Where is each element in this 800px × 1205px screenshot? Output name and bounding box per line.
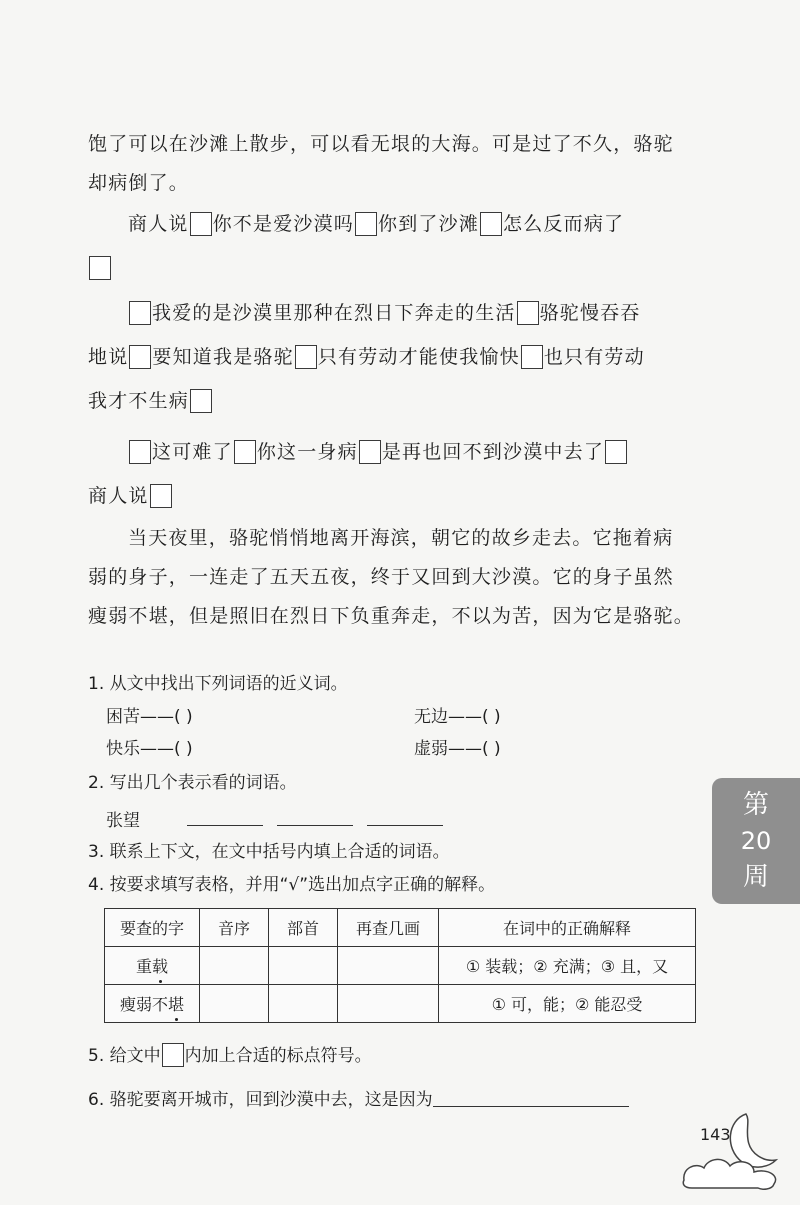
passage-line: 却病倒了。 <box>88 172 190 194</box>
question-3: 3. 联系上下文，在文中括号内填上合适的词语。 <box>88 842 450 862</box>
page-number: 143 <box>700 1125 731 1144</box>
table-header: 要查的字 <box>105 909 200 947</box>
example-word: 张望 <box>106 811 140 831</box>
answer-cell[interactable] <box>200 985 269 1023</box>
passage-dialogue-2 <box>128 301 641 325</box>
punctuation-box[interactable] <box>517 301 539 325</box>
passage-line: 当天夜里，骆驼悄悄地离开海滨，朝它的故乡走去。它拖着病 <box>128 527 674 549</box>
synonym-item[interactable]: 无边——( ) <box>414 707 501 727</box>
answer-blank[interactable] <box>433 1088 629 1107</box>
answer-cell[interactable] <box>338 985 439 1023</box>
week-tab-number: 20 <box>740 827 772 855</box>
passage-line: 瘦弱不堪，但是照旧在烈日下负重奔走，不以为苦，因为它是骆驼。 <box>88 605 695 627</box>
table-header: 在词中的正确解释 <box>439 909 696 947</box>
question-5: 5. 给文中 内加上合适的标点符号。 <box>88 1043 372 1067</box>
box-symbol <box>162 1043 184 1067</box>
passage-line <box>88 389 213 413</box>
answer-cell[interactable] <box>200 947 269 985</box>
text-segment: 要知道我是骆驼 <box>152 346 294 368</box>
week-tab-char: 第 <box>742 790 769 820</box>
passage-line: 饱了可以在沙滩上散步，可以看无垠的大海。可是过了不久，骆驼 <box>88 133 674 155</box>
text-segment: 我爱的是沙漠里那种在烈日下奔走的生活 <box>152 302 516 324</box>
text-segment: 这可难了 <box>152 441 233 463</box>
text-segment: 地说 <box>88 346 129 368</box>
moon-cloud-icon <box>676 1110 796 1195</box>
passage-line <box>88 256 112 280</box>
answer-cell[interactable] <box>338 947 439 985</box>
week-tab <box>712 778 800 904</box>
answer-cell[interactable] <box>269 947 338 985</box>
passage-dialogue-1 <box>128 212 624 236</box>
dictionary-table <box>104 908 696 1023</box>
lookup-word: 重载 <box>105 947 200 985</box>
explanation-cell[interactable]: ① 装载；② 充满；③ 且，又 <box>439 947 696 985</box>
question-4: 4. 按要求填写表格，并用“√”选出加点字正确的解释。 <box>88 875 496 895</box>
text-segment: 你到了沙滩 <box>378 213 480 235</box>
punctuation-box[interactable] <box>129 301 151 325</box>
punctuation-box[interactable] <box>190 212 212 236</box>
synonym-item[interactable]: 困苦——( ) <box>106 707 193 727</box>
answer-blank[interactable] <box>277 807 353 826</box>
punctuation-box[interactable] <box>605 440 627 464</box>
punctuation-box[interactable] <box>234 440 256 464</box>
table-header: 音序 <box>200 909 269 947</box>
week-tab-char: 周 <box>742 862 769 892</box>
text-segment: 商人说 <box>88 485 149 507</box>
answer-blank[interactable] <box>367 807 443 826</box>
punctuation-box[interactable] <box>480 212 502 236</box>
punctuation-box[interactable] <box>295 345 317 369</box>
text-segment: 骆驼慢吞吞 <box>539 302 641 324</box>
text-segment: 我才不生病 <box>88 390 190 412</box>
text-segment: 你这一身病 <box>256 441 358 463</box>
text-segment: 是再也回不到沙漠中去了 <box>381 441 605 463</box>
table-row <box>105 947 696 985</box>
passage-line: 弱的身子，一连走了五天五夜，终于又回到大沙漠。它的身子虽然 <box>88 566 674 588</box>
answer-blank[interactable] <box>187 807 263 826</box>
punctuation-box[interactable] <box>129 345 151 369</box>
table-row <box>105 985 696 1023</box>
text-segment: 你不是爱沙漠吗 <box>212 213 355 235</box>
synonym-item[interactable]: 快乐——( ) <box>106 739 193 759</box>
punctuation-box[interactable] <box>359 440 381 464</box>
table-header: 部首 <box>269 909 338 947</box>
punctuation-box[interactable] <box>521 345 543 369</box>
table-header-row <box>105 909 696 947</box>
punctuation-box[interactable] <box>150 484 172 508</box>
lookup-word: 瘦弱不堪 <box>105 985 200 1023</box>
question-2: 2. 写出几个表示看的词语。 <box>88 773 297 793</box>
text-segment: 商人说 <box>128 213 189 235</box>
text-segment: 怎么反而病了 <box>503 213 625 235</box>
explanation-cell[interactable]: ① 可，能；② 能忍受 <box>439 985 696 1023</box>
question-1: 1. 从文中找出下列词语的近义词。 <box>88 674 348 694</box>
punctuation-box[interactable] <box>129 440 151 464</box>
table-header: 再查几画 <box>338 909 439 947</box>
answer-cell[interactable] <box>269 985 338 1023</box>
punctuation-box[interactable] <box>89 256 111 280</box>
passage-line <box>88 345 645 369</box>
question-6: 6. 骆驼要离开城市，回到沙漠中去，这是因为 <box>88 1088 629 1111</box>
punctuation-box[interactable] <box>190 389 212 413</box>
punctuation-box[interactable] <box>355 212 377 236</box>
look-words-row <box>106 807 457 832</box>
passage-dialogue-3 <box>128 440 628 464</box>
text-segment: 也只有劳动 <box>543 346 645 368</box>
synonym-item[interactable]: 虚弱——( ) <box>414 739 501 759</box>
passage-line <box>88 484 173 508</box>
text-segment: 只有劳动才能使我愉快 <box>317 346 520 368</box>
